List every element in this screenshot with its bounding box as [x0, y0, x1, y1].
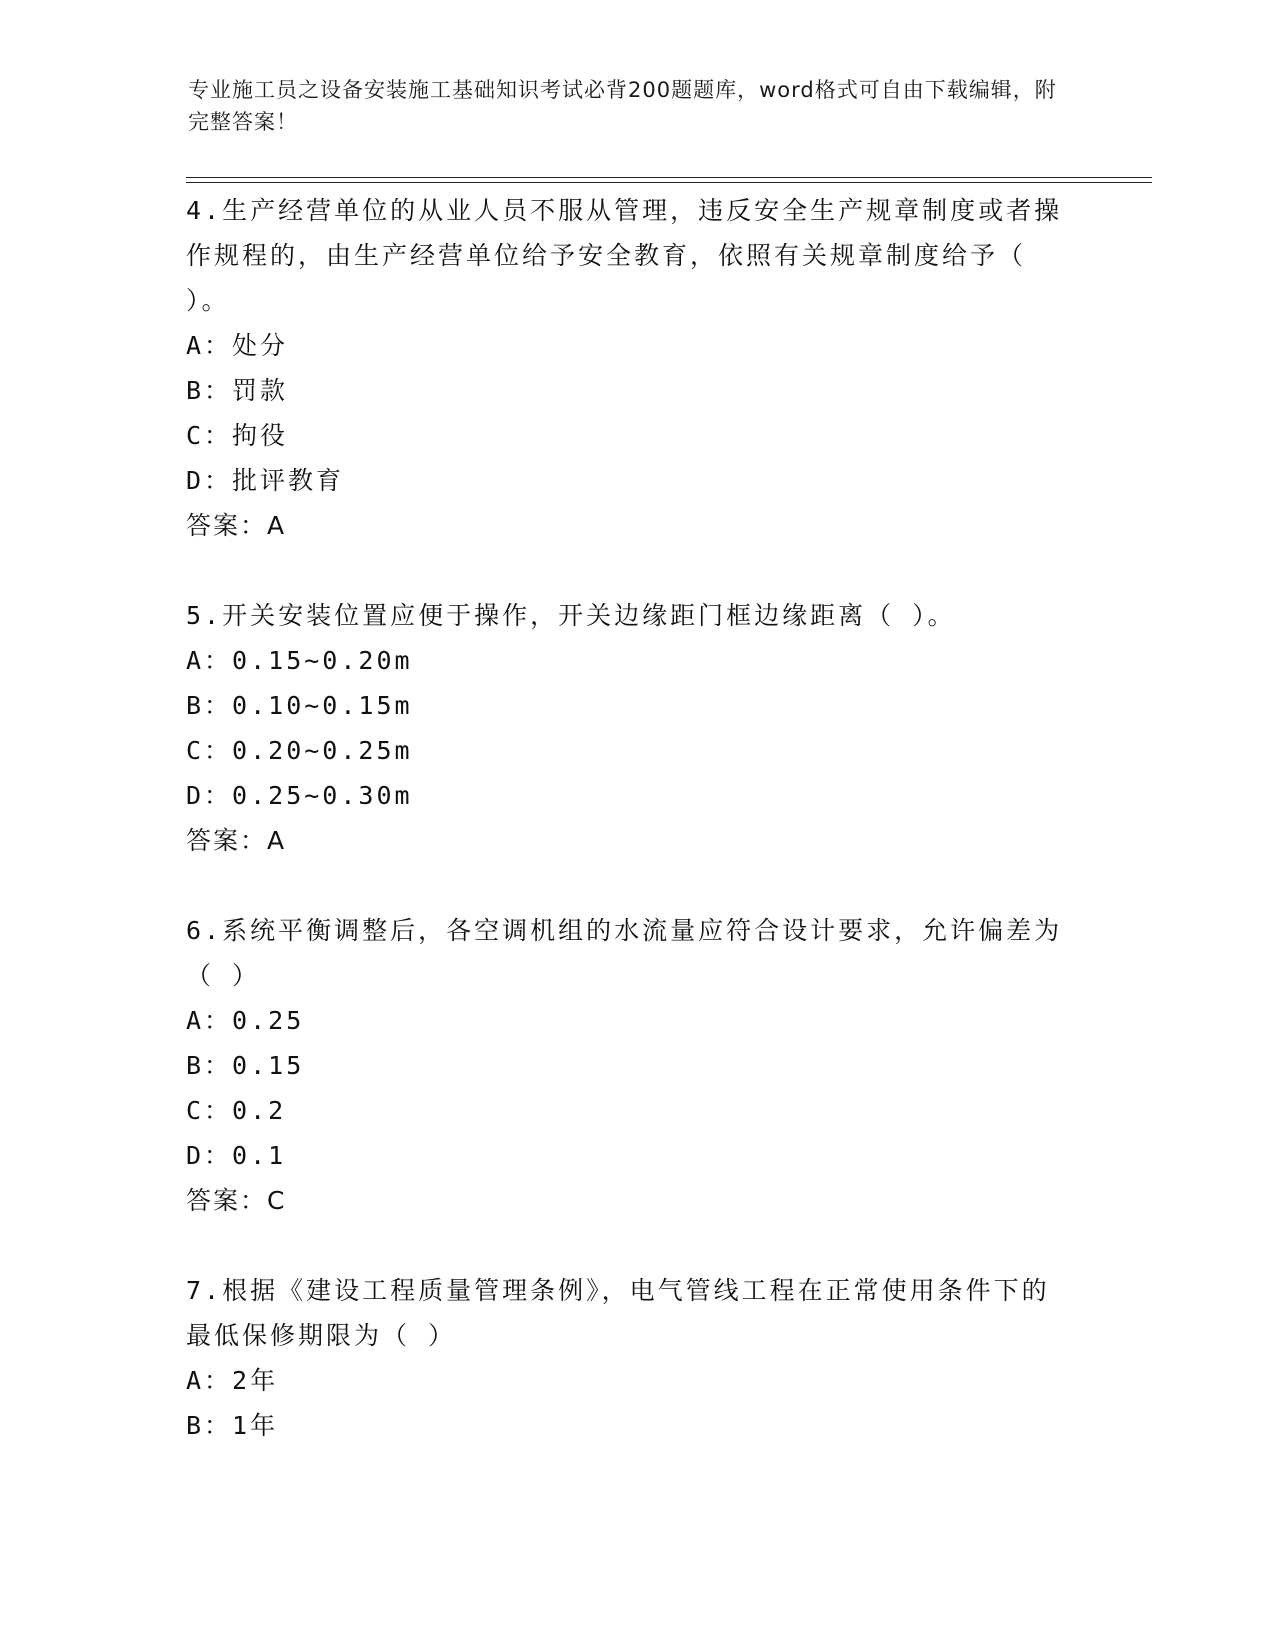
option-b: B：0.15 — [186, 1051, 305, 1080]
option-d: D：0.1 — [186, 1141, 287, 1170]
question-5 — [186, 593, 1066, 864]
question-7 — [186, 1268, 1066, 1448]
option-c: C：0.2 — [186, 1096, 287, 1125]
option-d: D：0.25~0.30m — [186, 781, 413, 810]
option-a: A：0.25 — [186, 1006, 305, 1035]
option-c: C：拘役 — [186, 421, 289, 450]
question-list — [186, 188, 1066, 1492]
answer-line: 答案：C — [186, 1186, 287, 1215]
question-6 — [186, 908, 1066, 1224]
option-d: D：批评教育 — [186, 466, 345, 495]
question-4 — [186, 188, 1066, 549]
question-text: 6.系统平衡调整后，各空调机组的水流量应符合设计要求，允许偏差为（ ） — [186, 916, 1063, 990]
document-header: 专业施工员之设备安装施工基础知识考试必背200题题库，word格式可自由下载编辑，附完整答案！ — [188, 78, 1057, 134]
answer-line: 答案：A — [186, 826, 287, 855]
question-text: 4.生产经营单位的从业人员不服从管理，违反安全生产规章制度或者操作规程的，由生产经营单位给予安全教育，依照有关规章制度给予（ ）。 — [186, 196, 1063, 315]
header-rule-top — [186, 177, 1152, 178]
option-b: B：1年 — [186, 1411, 279, 1440]
option-c: C：0.20~0.25m — [186, 736, 413, 765]
question-text: 5.开关安装位置应便于操作，开关边缘距门框边缘距离（ ）。 — [186, 601, 956, 630]
option-a: A：0.15~0.20m — [186, 646, 413, 675]
question-text: 7.根据《建设工程质量管理条例》，电气管线工程在正常使用条件下的最低保修期限为（ ） — [186, 1276, 1050, 1350]
answer-line: 答案：A — [186, 511, 287, 540]
option-b: B：罚款 — [186, 376, 289, 405]
option-a: A：处分 — [186, 331, 289, 360]
option-a: A：2年 — [186, 1366, 279, 1395]
option-b: B：0.10~0.15m — [186, 691, 413, 720]
header-rule-bottom — [186, 182, 1152, 183]
